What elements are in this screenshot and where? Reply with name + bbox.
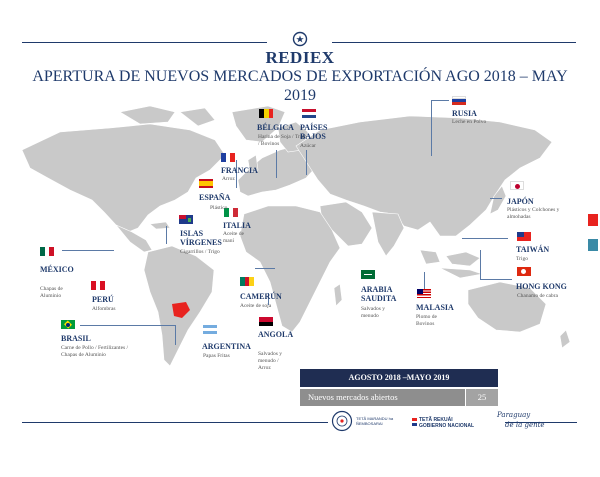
- label-francia: FRANCIA: [221, 166, 258, 175]
- angola-flag-icon: [259, 317, 273, 326]
- flag-stripes-icon: [412, 418, 417, 426]
- footer-rule-left: [22, 422, 328, 423]
- desc-taiwan: Trigo: [516, 256, 529, 262]
- islas-virgenes-flag-icon: [179, 215, 193, 224]
- summary-row: [300, 389, 498, 406]
- desc-angola: Salvados y menudo / Arroz: [258, 351, 282, 371]
- label-hong-kong: HONG KONG: [516, 282, 567, 291]
- arabia-saudita-flag-icon: [361, 270, 375, 279]
- belgica-flag-icon: [259, 109, 273, 118]
- label-brasil: BRASIL: [61, 334, 91, 343]
- brand-title: REDIEX: [265, 48, 335, 67]
- leader-taiwan: [462, 238, 508, 239]
- espana-flag-icon: [199, 179, 213, 188]
- header-rule-right: [332, 42, 576, 43]
- malasia-flag-icon: [417, 289, 431, 298]
- desc-francia: Arroz: [222, 176, 235, 182]
- rusia-flag-icon: [452, 96, 466, 105]
- summary-value: 25: [465, 389, 498, 406]
- desc-hong-kong: Chanamo de cabra: [517, 293, 558, 299]
- argentina-flag-icon: [203, 325, 217, 334]
- footer-gov-bottom: GOBIERNO NACIONAL: [419, 423, 474, 429]
- francia-flag-icon: [221, 153, 235, 162]
- paises-bajos-flag-icon: [302, 109, 316, 118]
- desc-camerun: Aceite de soja: [240, 303, 272, 309]
- summary-header: AGOSTO 2018 –MAYO 2019: [300, 369, 498, 387]
- leader-belgica: [276, 150, 277, 178]
- label-espana: ESPAÑA: [199, 193, 231, 202]
- emblem-icon: [284, 30, 316, 48]
- leader-hk-h: [480, 279, 512, 280]
- summary-label: Nuevos mercados abiertos: [308, 392, 398, 402]
- slogan-line1: Paraguay: [497, 411, 531, 419]
- leader-rusia: [431, 100, 432, 156]
- brasil-flag-icon: [61, 320, 75, 329]
- label-mexico: MÉXICO: [40, 265, 74, 274]
- desc-peru: Alfombras: [92, 306, 116, 312]
- camerun-flag-icon: [240, 277, 254, 286]
- label-arabia-saudita: ARABIA SAUDITA: [361, 285, 397, 303]
- leader-hk: [480, 250, 481, 280]
- label-paises-bajos: PAÍSES BAJOS: [300, 123, 328, 141]
- desc-brasil: Carne de Pollo / Fertilizantes / Chapas de Aluminio: [61, 345, 129, 358]
- leader-rusia-h: [431, 100, 449, 101]
- desc-argentina: Papas Fritas: [203, 353, 230, 359]
- label-argentina: ARGENTINA: [202, 342, 251, 351]
- mexico-flag-icon: [40, 247, 54, 256]
- leader-islas: [166, 226, 167, 244]
- label-italia: ITALIA: [223, 221, 251, 230]
- leader-mexico: [62, 250, 114, 251]
- paraguay-marker: [166, 300, 196, 322]
- desc-belgica: Harina de Soja / Trigo / Bovinos: [258, 134, 307, 147]
- hong-kong-flag-icon: [517, 267, 531, 276]
- header-rule-left: [22, 42, 267, 43]
- desc-mexico: Chapas de Aluminio: [40, 286, 63, 299]
- label-peru: PERÚ: [92, 295, 114, 304]
- label-islas-virgenes: ISLAS VÍRGENES: [180, 229, 222, 247]
- desc-malasia: Plomo de Bovinos: [416, 314, 437, 327]
- desc-rusia: Leche en Polvo: [452, 119, 487, 125]
- desc-japon: Plásticos y Colchones y almohadas: [507, 207, 560, 220]
- leader-paises-bajos: [306, 150, 307, 175]
- label-angola: ANGOLA: [258, 330, 294, 339]
- leader-camerun: [255, 268, 275, 269]
- legend-teal-square: [588, 239, 598, 251]
- desc-paises-bajos: Azúcar: [300, 143, 316, 149]
- page-title: APERTURA DE NUEVOS MERCADOS DE EXPORTACIÓN AGO 2018 – MAY 2019: [32, 68, 568, 104]
- government-seal-icon: [331, 410, 353, 432]
- desc-arabia-saudita: Salvados y menudo: [361, 306, 385, 319]
- desc-islas-virgenes: Cigarrillos / Trigo: [180, 249, 220, 255]
- desc-italia: Aceite de maní: [223, 231, 244, 244]
- label-japon: JAPÓN: [507, 197, 534, 206]
- japon-flag-icon: [510, 181, 524, 190]
- desc-espana: Plástico: [210, 205, 228, 211]
- footer-logo-text: TETÃ MARANDU ha ÑEMBOSARAI: [356, 416, 394, 426]
- legend-red-square: [588, 214, 598, 226]
- slogan-line2: de la gente: [505, 421, 545, 429]
- label-camerun: CAMERÚN: [240, 292, 282, 301]
- label-rusia: RUSIA: [452, 109, 477, 118]
- label-taiwan: TAIWÁN: [516, 245, 550, 254]
- label-belgica: BÉLGICA: [257, 123, 294, 132]
- leader-brasil: [80, 325, 175, 326]
- leader-argentina: [175, 325, 176, 345]
- peru-flag-icon: [91, 281, 105, 290]
- leader-japon: [490, 198, 502, 199]
- label-malasia: MALASIA: [416, 303, 454, 312]
- taiwan-flag-icon: [517, 232, 531, 241]
- footer-gov-top: TETÃ REKUÁI: [419, 417, 453, 423]
